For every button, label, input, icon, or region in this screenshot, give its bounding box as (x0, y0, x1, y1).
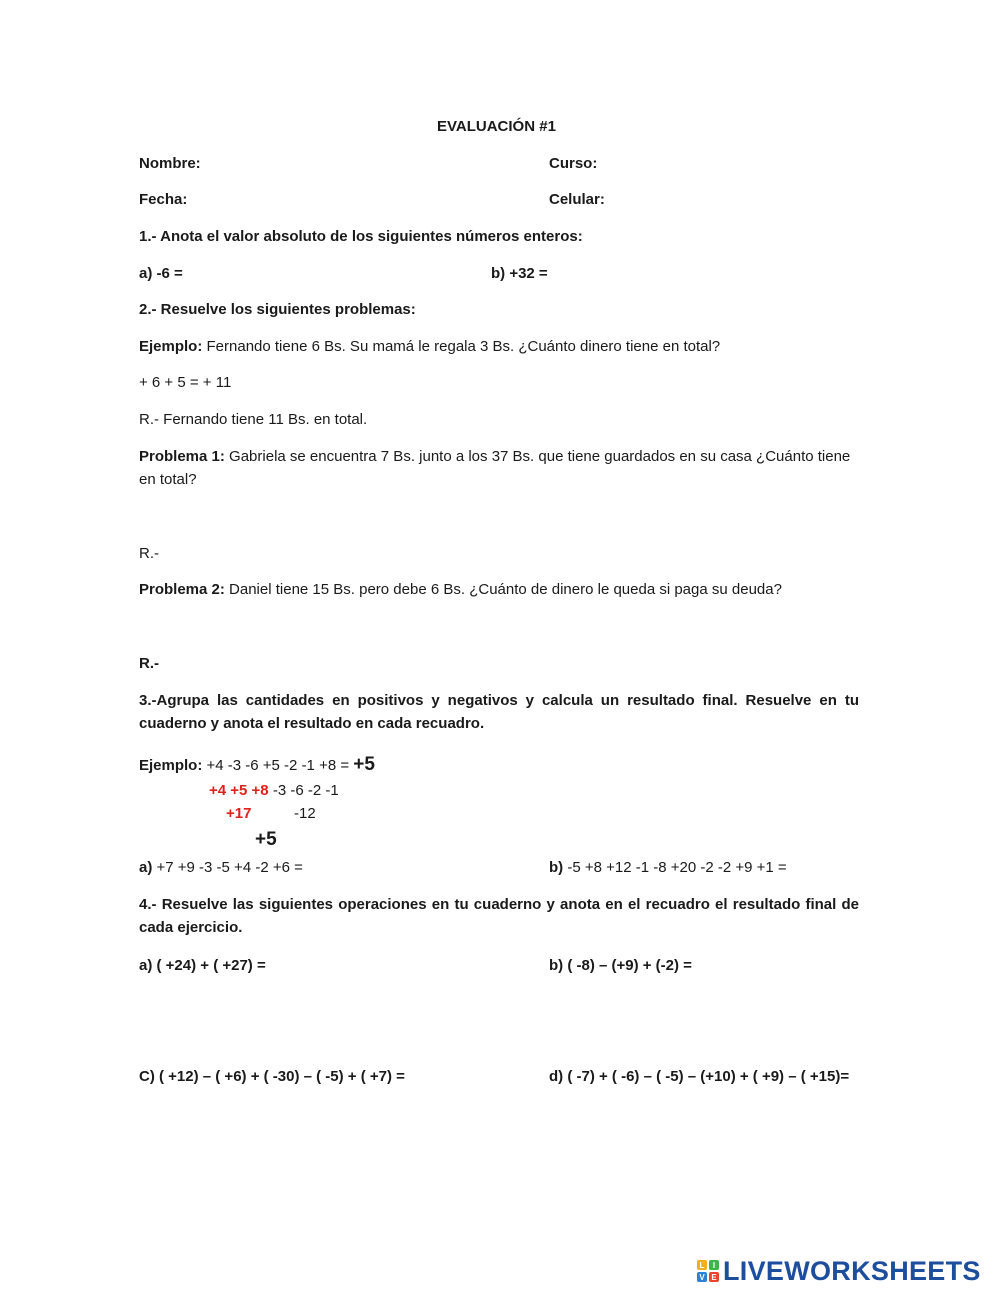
logo-square-l: L (697, 1260, 707, 1270)
logo-square-i: I (709, 1260, 719, 1270)
fecha-label: Fecha: (139, 191, 188, 208)
problem-1 (139, 445, 859, 491)
example-label: Ejemplo: (139, 757, 203, 774)
positive-sum: +17 (226, 805, 252, 822)
logo-text: LIVEWORKSHEETS (723, 1255, 981, 1286)
logo-square-v: V (697, 1272, 707, 1282)
question-3-item-b (549, 858, 787, 878)
question-3-heading: 3.-Agrupa las cantidades en positivos y negativos y calcula un resultado final. Resuelve en tu cuaderno y anota el resultado en cada recuadro. (139, 692, 859, 732)
curso-label: Curso: (549, 155, 598, 172)
item-a-expression: +7 +9 -3 -5 +4 -2 +6 = (152, 859, 303, 876)
question-3-example (139, 755, 375, 776)
problem-1-text: Gabriela se encuentra 7 Bs. junto a los 37 Bs. que tiene guardados en su casa ¿Cuánto tiene en total? (139, 448, 851, 488)
problem-1-answer: R.- (139, 545, 159, 562)
question-4-item-a: a) ( +24) + ( +27) = (139, 957, 266, 974)
nombre-label: Nombre: (139, 155, 201, 172)
question-1-heading: 1.- Anota el valor absoluto de los siguientes números enteros: (139, 228, 583, 245)
logo-squares-icon (697, 1260, 719, 1282)
question-3-item-a (139, 858, 303, 878)
question-4-item-b: b) ( -8) – (+9) + (-2) = (549, 957, 692, 974)
negative-group: -3 -6 -2 -1 (268, 782, 339, 799)
example-expression: +4 -3 -6 +5 -2 -1 +8 = (202, 757, 354, 774)
problem-2-answer: R.- (139, 655, 159, 672)
question-1-item-a: a) -6 = (139, 265, 183, 282)
example-label: Ejemplo: (139, 338, 203, 355)
negative-sum: -12 (294, 805, 316, 822)
page-title: EVALUACIÓN #1 (437, 118, 556, 135)
liveworksheets-logo (697, 1256, 981, 1286)
problem-2 (139, 580, 782, 600)
celular-label: Celular: (549, 191, 605, 208)
question-2-heading: 2.- Resuelve los siguientes problemas: (139, 301, 416, 318)
example-grouping (209, 781, 339, 801)
question-2-example (139, 337, 720, 357)
example-result: +5 (353, 754, 375, 775)
item-a-label: a) (139, 859, 153, 876)
item-b-expression: -5 +8 +12 -1 -8 +20 -2 -2 +9 +1 = (563, 859, 787, 876)
item-b-label: b) (549, 859, 564, 876)
problem-2-label: Problema 2: (139, 581, 225, 598)
question-4-heading: 4.- Resuelve las siguientes operaciones en tu cuaderno y anota en el recuadro el resultado final de cada ejercicio. (139, 896, 859, 936)
question-4-item-d: d) ( -7) + ( -6) – ( -5) – (+10) + ( +9) – ( +15)= (549, 1068, 850, 1085)
example-text: Fernando tiene 6 Bs. Su mamá le regala 3 Bs. ¿Cuánto dinero tiene en total? (202, 338, 721, 355)
question-1-item-b: b) +32 = (491, 265, 548, 282)
problem-1-label: Problema 1: (139, 448, 225, 465)
question-2-example-operation: + 6 + 5 = + 11 (139, 374, 232, 391)
question-4-item-c: C) ( +12) – ( +6) + ( -30) – ( -5) + ( +7) = (139, 1068, 405, 1085)
positive-group: +4 +5 +8 (209, 782, 269, 799)
problem-2-text: Daniel tiene 15 Bs. pero debe 6 Bs. ¿Cuánto de dinero le queda si paga su deuda? (224, 581, 782, 598)
question-2-example-answer: R.- Fernando tiene 11 Bs. en total. (139, 411, 368, 428)
logo-square-e: E (709, 1272, 719, 1282)
example-final-result: +5 (255, 829, 277, 850)
